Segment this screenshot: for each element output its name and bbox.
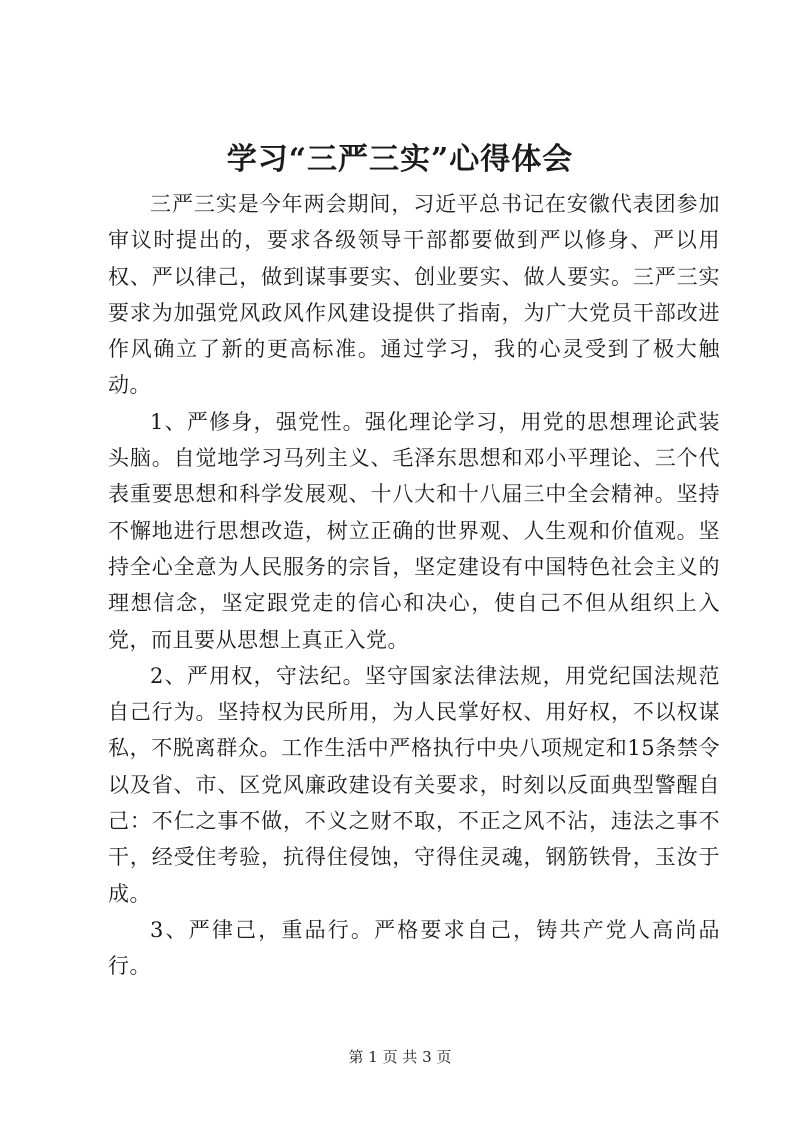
paragraph-section-1: 1、严修身，强党性。强化理论学习，用党的思想理论武装头脑。自觉地学习马列主义、毛泽东思想和邓小平理论、三个代表重要思想和科学发展观、十八大和十八届三中全会精神。坚持不懈地进行思想改造，树立正确的世界观、人生观和价值观。坚持全心全意为人民服务的宗旨，坚定建设有中国特色社会主义的理想信念，坚定跟党走的信心和决心，使自己不但从组织上入党，而且要从思想上真正入党。 xyxy=(108,409,720,652)
paragraph-section-2: 2、严用权，守法纪。坚守国家法律法规，用党纪国法规范自己行为。坚持权为民所用，为人民掌好权、用好权，不以权谋私，不脱离群众。工作生活中严格执行中央八项规定和15条禁令以及省、市、区党风廉政建设有关要求，时刻以反面典型警醒自己：不仁之事不做，不义之财不取，不正之风不沾，违法之事不干，经受住考验，抗得住侵蚀，守得住灵魂，钢筋铁骨，玉汝于成。 xyxy=(108,663,720,906)
document-title: 学习“三严三实”心得体会 xyxy=(226,142,574,177)
paragraph-section-3: 3、严律己，重品行。严格要求自己，铸共产党人高尚品行。 xyxy=(108,917,720,979)
page-footer: 第 1 页 共 3 页 xyxy=(348,1048,452,1066)
paragraph-intro: 三严三实是今年两会期间，习近平总书记在安徽代表团参加审议时提出的，要求各级领导干部都要做到严以修身、严以用权、严以律己，做到谋事要实、创业要实、做人要实。三严三实要求为加强党风政风作风建设提供了指南，为广大党员干部改进作风确立了新的更高标准。通过学习，我的心灵受到了极大触动。 xyxy=(108,192,720,398)
document-body xyxy=(108,186,720,985)
